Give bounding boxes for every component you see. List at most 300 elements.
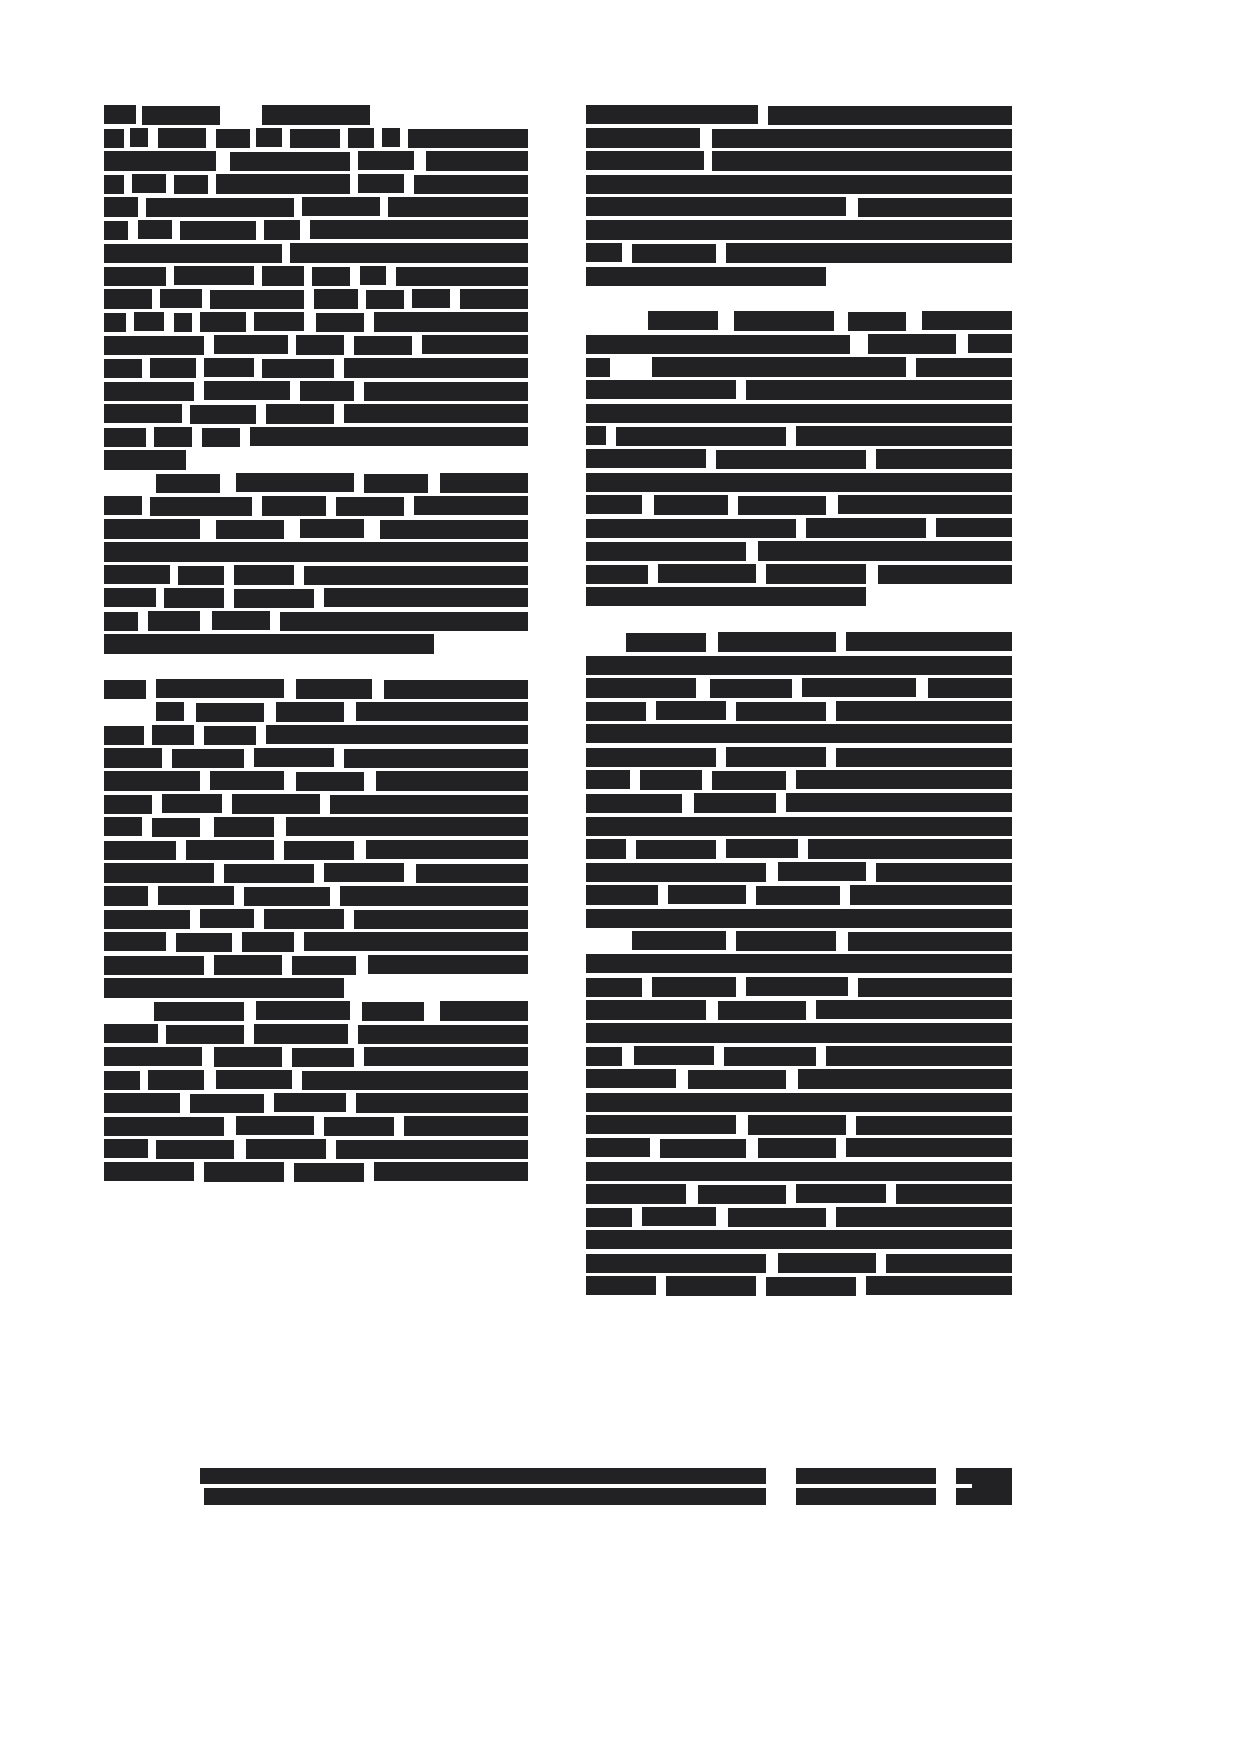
redaction-bar (104, 289, 152, 309)
redaction-bar (826, 1046, 1012, 1066)
redaction-bar (586, 404, 1012, 423)
redaction-bar (586, 1254, 766, 1273)
redacted-line (104, 495, 528, 518)
redacted-line (586, 1137, 1012, 1160)
redacted-line (104, 357, 528, 380)
redaction-bar (414, 496, 528, 515)
redacted-line (104, 931, 528, 954)
redaction-bar (896, 1184, 1012, 1204)
redaction-bar (746, 380, 1012, 400)
redaction-bar (162, 794, 222, 813)
redacted-line (586, 861, 1012, 884)
redaction-bar (104, 1139, 148, 1158)
redacted-line (586, 677, 1012, 700)
redaction-bar (104, 771, 200, 791)
redaction-bar (296, 679, 372, 699)
redaction-bar (104, 496, 142, 515)
redacted-line (586, 1275, 1012, 1298)
redaction-bar (104, 680, 146, 699)
redaction-bar (936, 518, 1012, 537)
redacted-line (586, 563, 1012, 586)
redaction-bar (158, 128, 206, 148)
redacted-line (586, 976, 1012, 999)
redacted-line (586, 448, 1012, 471)
redacted-line (104, 265, 528, 288)
redaction-bar (356, 702, 528, 721)
redaction-bar (586, 817, 1012, 836)
redaction-bar (214, 1047, 282, 1067)
redaction-bar (304, 566, 528, 585)
redaction-bar (172, 749, 244, 768)
redaction-bar (256, 128, 282, 147)
redaction-bar (290, 129, 340, 148)
redaction-bar (138, 220, 172, 239)
redacted-line (586, 1206, 1012, 1229)
redaction-bar (262, 105, 370, 125)
redacted-line (586, 953, 1012, 976)
redaction-bar (586, 449, 706, 468)
redacted-paragraph (104, 1000, 528, 1184)
redacted-line (586, 999, 1012, 1022)
redaction-bar (104, 1162, 194, 1181)
redaction-bar (160, 289, 202, 308)
redaction-bar (134, 312, 164, 331)
redaction-bar (586, 1023, 1012, 1043)
redaction-bar (300, 381, 354, 401)
redaction-bar (586, 473, 1012, 492)
redaction-bar (586, 1138, 650, 1157)
redaction-bar (104, 151, 216, 171)
redaction-bar (204, 381, 290, 400)
redaction-bar (866, 1276, 1012, 1295)
redaction-bar (358, 174, 404, 193)
redaction-bar (324, 1117, 394, 1136)
redacted-line (104, 816, 528, 839)
redaction-bar (202, 428, 240, 447)
redaction-bar (104, 910, 190, 929)
redacted-line (586, 769, 1012, 792)
redacted-line (104, 747, 528, 770)
redaction-bar (718, 632, 836, 652)
redaction-bar (726, 747, 826, 767)
redacted-line (586, 425, 1012, 448)
redacted-line (586, 219, 1012, 242)
redaction-bar (142, 106, 220, 125)
redaction-bar (174, 266, 254, 285)
footer-redaction-bar (796, 1488, 936, 1505)
redaction-bar (586, 1184, 686, 1204)
redacted-line (104, 472, 528, 495)
redaction-bar (736, 931, 836, 951)
redaction-bar (104, 404, 182, 423)
redacted-line (586, 1114, 1012, 1137)
footer-redaction-bar (200, 1468, 766, 1484)
redaction-bar (586, 909, 1012, 928)
redaction-bar (758, 541, 1012, 561)
redacted-line (586, 104, 1012, 127)
redaction-bar (836, 748, 1012, 767)
redaction-bar (104, 932, 166, 951)
redaction-bar (180, 221, 256, 240)
redaction-bar (412, 289, 450, 308)
redaction-bar (778, 1253, 876, 1273)
redaction-bar (284, 841, 354, 860)
redaction-bar (586, 1276, 656, 1295)
redaction-bar (660, 1139, 746, 1158)
redacted-line (586, 517, 1012, 540)
redaction-bar (856, 1116, 1012, 1135)
redaction-bar (404, 1116, 528, 1136)
redaction-bar (216, 174, 350, 194)
redaction-bar (224, 864, 314, 883)
redacted-line (104, 1138, 528, 1161)
redaction-bar (728, 1208, 826, 1227)
redaction-bar (150, 497, 252, 516)
redaction-bar (104, 1024, 158, 1043)
redacted-line (104, 173, 528, 196)
redaction-bar (244, 887, 330, 906)
redaction-bar (374, 1162, 528, 1181)
redaction-bar (232, 794, 320, 814)
redaction-bar (364, 382, 528, 401)
redaction-bar (848, 312, 906, 331)
redaction-bar (104, 726, 144, 745)
redaction-bar (916, 358, 1012, 377)
redaction-bar (280, 612, 528, 631)
redaction-bar (712, 151, 1012, 171)
redaction-bar (340, 886, 528, 906)
redacted-line (104, 196, 528, 219)
redacted-line (104, 862, 528, 885)
redacted-line (104, 1046, 528, 1069)
redaction-bar (104, 817, 142, 836)
redaction-bar (586, 678, 696, 698)
redaction-bar (858, 978, 1012, 997)
redaction-bar (586, 426, 606, 445)
redaction-bar (148, 611, 200, 631)
redaction-bar (104, 382, 194, 401)
redaction-bar (364, 1047, 528, 1066)
redaction-bar (104, 1093, 180, 1113)
redacted-line (586, 1091, 1012, 1114)
redaction-bar (156, 679, 284, 698)
redaction-bar (274, 1093, 346, 1112)
redaction-bar (104, 519, 200, 539)
redacted-line (586, 1160, 1012, 1183)
redacted-line (586, 746, 1012, 769)
redacted-line (586, 242, 1012, 265)
redaction-bar (836, 1207, 1012, 1227)
redaction-bar (928, 678, 1012, 698)
redaction-bar (718, 1001, 806, 1020)
redaction-bar (414, 175, 528, 194)
redaction-bar (104, 1047, 202, 1066)
redaction-bar (586, 267, 826, 286)
redaction-bar (806, 518, 926, 538)
redaction-bar (104, 221, 128, 240)
redaction-bar (302, 1071, 528, 1090)
redaction-bar (586, 358, 610, 377)
redaction-bar (104, 588, 156, 607)
redaction-bar (312, 267, 350, 286)
redaction-bar (190, 405, 256, 424)
redacted-paragraph (586, 310, 1012, 609)
redaction-bar (174, 175, 208, 194)
redacted-line (586, 333, 1012, 356)
redaction-bar (344, 404, 528, 423)
redaction-bar (264, 909, 344, 929)
redacted-line (586, 586, 1012, 609)
redaction-bar (214, 817, 274, 837)
redaction-bar (586, 794, 682, 813)
redacted-line (104, 1069, 528, 1092)
redaction-bar (176, 933, 232, 952)
redaction-bar (586, 128, 700, 148)
redaction-bar (786, 793, 1012, 812)
redaction-bar (236, 1116, 314, 1135)
redacted-line (586, 815, 1012, 838)
redaction-bar (694, 793, 776, 813)
redaction-bar (296, 335, 344, 355)
redacted-line (104, 449, 528, 472)
redaction-bar (302, 197, 380, 216)
redaction-bar (738, 496, 826, 515)
redaction-bar (336, 1140, 528, 1159)
redaction-bar (152, 725, 194, 745)
redacted-line (104, 954, 528, 977)
redaction-bar (104, 267, 166, 286)
redacted-paragraph (586, 930, 1012, 1298)
redaction-bar (254, 748, 334, 767)
redaction-bar (712, 771, 786, 790)
redaction-bar (292, 956, 356, 975)
redaction-bar (756, 886, 840, 905)
redaction-bar (636, 840, 716, 859)
redaction-bar (156, 474, 220, 493)
redaction-bar (796, 426, 1012, 446)
redaction-bar (366, 290, 404, 309)
footer-redaction-bar (204, 1488, 766, 1505)
redaction-bar (886, 1254, 1012, 1273)
redaction-bar (152, 818, 200, 837)
redaction-bar (276, 702, 344, 722)
redaction-bar (396, 267, 528, 286)
footer-redacted-line (200, 1466, 1012, 1510)
redaction-bar (132, 174, 166, 193)
redaction-bar (104, 313, 126, 332)
redaction-bar (816, 1000, 1012, 1019)
redaction-bar (264, 220, 300, 240)
redaction-bar (858, 198, 1012, 217)
redaction-bar (426, 151, 528, 171)
redaction-bar (104, 886, 148, 906)
redaction-bar (658, 564, 756, 583)
redaction-bar (440, 473, 528, 493)
redacted-line (104, 426, 528, 449)
redaction-bar (796, 1184, 886, 1203)
redacted-line (586, 930, 1012, 953)
redacted-line (104, 127, 528, 150)
redaction-bar (778, 862, 866, 881)
redaction-bar (802, 678, 916, 697)
redacted-line (104, 1023, 528, 1046)
redacted-line (586, 540, 1012, 563)
redacted-line (586, 150, 1012, 173)
redaction-bar (150, 358, 196, 378)
redaction-bar (848, 932, 1012, 951)
redaction-bar (130, 128, 148, 147)
redaction-bar (204, 726, 256, 745)
redacted-paragraph (586, 631, 1012, 930)
redaction-bar (586, 587, 866, 606)
redaction-bar (104, 1071, 140, 1090)
redaction-bar (364, 474, 428, 493)
redaction-bar (196, 703, 264, 722)
redaction-bar (766, 564, 866, 584)
redaction-bar (586, 885, 658, 905)
redaction-bar (586, 495, 642, 514)
redacted-line (586, 1252, 1012, 1275)
redaction-bar (586, 724, 1012, 743)
redaction-bar (616, 427, 786, 446)
redaction-bar (354, 336, 412, 355)
redaction-bar (104, 197, 138, 217)
redaction-bar (796, 770, 1012, 789)
redaction-bar (632, 931, 726, 950)
redacted-line (586, 356, 1012, 379)
redacted-line (586, 494, 1012, 517)
redaction-bar (586, 839, 626, 859)
redaction-bar (204, 358, 254, 377)
redaction-bar (104, 748, 162, 768)
redaction-bar (586, 335, 850, 354)
redaction-bar (768, 106, 1012, 125)
redaction-bar (586, 1093, 1012, 1112)
redaction-bar (748, 1115, 846, 1135)
redacted-line (104, 334, 528, 357)
redaction-bar (808, 839, 1012, 859)
text-column-left (104, 104, 528, 1184)
redaction-bar (876, 863, 1012, 882)
redaction-bar (710, 679, 792, 698)
redaction-bar (440, 1001, 528, 1021)
redaction-bar (358, 1025, 528, 1044)
redacted-line (586, 196, 1012, 219)
redacted-paragraph (104, 104, 528, 472)
redaction-bar (300, 519, 364, 538)
redaction-bar (758, 1138, 836, 1158)
redaction-bar (362, 1002, 424, 1021)
redacted-line (586, 1183, 1012, 1206)
redaction-bar (286, 817, 528, 836)
redacted-line (586, 700, 1012, 723)
redaction-bar (726, 839, 798, 858)
redaction-bar (348, 128, 374, 148)
redaction-bar (712, 129, 1012, 148)
redaction-bar (698, 1185, 786, 1204)
redacted-line (586, 1229, 1012, 1252)
redaction-bar (460, 289, 528, 309)
redaction-bar (798, 1069, 1012, 1089)
redaction-bar (104, 244, 282, 263)
redaction-bar (652, 977, 736, 997)
redaction-bar (210, 290, 304, 309)
redaction-bar (246, 1139, 326, 1159)
redacted-line (586, 127, 1012, 150)
redacted-line (586, 402, 1012, 425)
redaction-bar (652, 357, 906, 377)
redaction-bar (154, 427, 192, 447)
redacted-line (104, 1115, 528, 1138)
redaction-bar (586, 243, 622, 262)
redacted-line (104, 541, 528, 564)
redaction-bar (716, 450, 866, 469)
redaction-bar (586, 863, 766, 882)
redaction-bar (586, 1230, 1012, 1249)
redaction-bar (104, 336, 204, 355)
redacted-line (586, 1022, 1012, 1045)
redaction-bar (266, 404, 334, 424)
redaction-bar (178, 566, 224, 585)
redaction-bar (234, 589, 314, 608)
redaction-bar (586, 702, 646, 721)
redaction-bar (210, 771, 284, 790)
redaction-bar (266, 725, 528, 744)
redaction-bar (736, 702, 826, 721)
redaction-bar (380, 520, 528, 539)
redaction-bar (358, 151, 414, 170)
redaction-bar (376, 771, 528, 791)
redacted-paragraph (104, 472, 528, 656)
text-column-right (586, 104, 1012, 1298)
redaction-bar (384, 680, 528, 699)
redacted-line (104, 242, 528, 265)
redaction-bar (324, 588, 528, 607)
redacted-line (104, 908, 528, 931)
redaction-bar (324, 863, 404, 882)
redaction-bar (104, 129, 124, 148)
redacted-line (104, 288, 528, 311)
redaction-bar (104, 841, 176, 860)
redaction-bar (408, 129, 528, 148)
redacted-line (586, 631, 1012, 654)
redacted-line (586, 792, 1012, 815)
redaction-bar (688, 1070, 786, 1089)
redaction-bar (366, 840, 528, 859)
redaction-bar (104, 450, 186, 470)
redaction-bar (104, 612, 138, 631)
redaction-bar (296, 772, 364, 791)
redaction-bar (154, 1002, 244, 1021)
redaction-bar (314, 289, 358, 309)
redaction-bar (382, 128, 400, 147)
redaction-bar (586, 565, 648, 584)
redaction-bar (200, 909, 254, 928)
redaction-bar (104, 542, 528, 562)
redacted-line (104, 678, 528, 701)
redacted-line (104, 219, 528, 242)
redacted-line (104, 885, 528, 908)
redaction-bar (104, 428, 146, 447)
redaction-bar (586, 1000, 706, 1020)
redaction-bar (212, 611, 270, 630)
redaction-bar (586, 542, 746, 561)
redaction-bar (868, 334, 956, 354)
redaction-bar (640, 770, 702, 790)
redaction-bar (104, 978, 344, 998)
redaction-bar (356, 1093, 528, 1113)
redaction-bar (668, 885, 746, 904)
